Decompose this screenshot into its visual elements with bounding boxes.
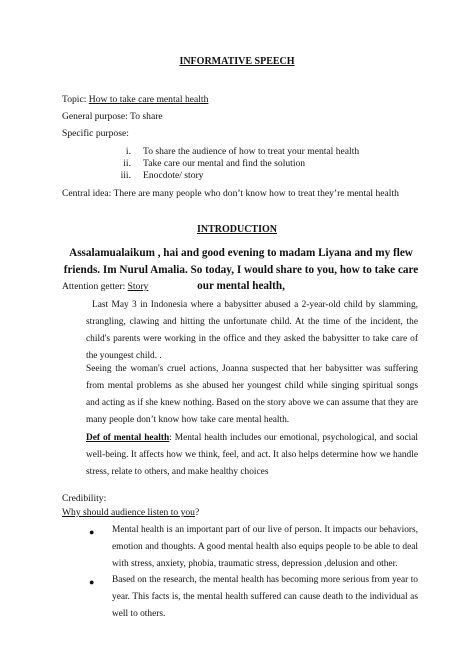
purpose-item-number: i. <box>125 146 131 157</box>
greeting: Assalamualaikum , hai and good evening to madam Liyana and my flew friends. Im Nurul Amalia. So today, I would share to you, how to take care our mental health, <box>63 247 419 292</box>
credibility-question <box>62 507 199 519</box>
central-idea: Central idea: There are many people who don’t know how to treat they’re mental health <box>62 188 399 199</box>
attention-getter-value: Story <box>127 281 149 292</box>
bullet-icon: ● <box>89 527 95 537</box>
purpose-item-text: To share the audience of how to treat your mental health <box>143 146 360 157</box>
purpose-item-number: ii. <box>123 158 131 169</box>
attention-getter <box>62 281 148 293</box>
definition-paragraph <box>86 430 418 481</box>
purpose-item-number: iii. <box>120 170 131 181</box>
general-purpose: General purpose: To share <box>62 111 163 122</box>
topic-value: How to take care mental health <box>88 94 209 105</box>
story-paragraph-1: Last May 3 in Indonesia where a babysitter abused a 2-year-old child by slamming, strangling, clawing and hitting the unfortunate child. At the time of the incident, the child's parents were working in the office and they asked the babysitter to take care of the youngest child. . <box>86 300 418 361</box>
topic-label: Topic: <box>62 94 89 105</box>
bullet-icon: ● <box>89 577 95 587</box>
definition-text: : Mental health includes our emotional, psychological, and social well-being. It affects how we think, feel, and act. It also helps determine how we handle stress, relate to others, and make healthy choices <box>86 433 418 477</box>
document-title: INFORMATIVE SPEECH <box>179 56 295 67</box>
credibility-bullet-item: Based on the research, the mental health has becoming more serious from year to year. This facts is, the mental health suffered can cause death to the individual as well to others. <box>112 575 418 619</box>
introduction-heading: INTRODUCTION <box>196 224 277 235</box>
story-paragraph-2: Seeing the woman's cruel actions, Joanna suspected that her babysitter was suffering from mental problems as she abused her youngest child while singing spiritual songs and acting as if she knew nothing. Based on the story above we can assume that they are many people don’t know how take care mental health. <box>86 364 418 425</box>
specific-purpose-label: Specific purpose: <box>62 128 129 139</box>
topic-line <box>62 94 208 106</box>
credibility-question-mark: ? <box>194 507 200 518</box>
credibility-label: Credibility: <box>62 493 107 504</box>
purpose-item-text: Enocdote/ story <box>143 170 204 181</box>
credibility-question-text: Why should audience listen to you <box>62 507 195 518</box>
definition-term: Def of mental health <box>86 433 170 443</box>
attention-getter-label: Attention getter: <box>62 281 128 292</box>
credibility-bullet-item: Mental health is an important part of our live of person. It impacts our behaviors, emotion and thoughts. A good mental health also equips people to be able to deal with stress, anxiety, phobia, traumatic stress, depression ,delusion and other. <box>112 525 418 569</box>
purpose-item-text: Take care our mental and find the solution <box>143 158 306 169</box>
